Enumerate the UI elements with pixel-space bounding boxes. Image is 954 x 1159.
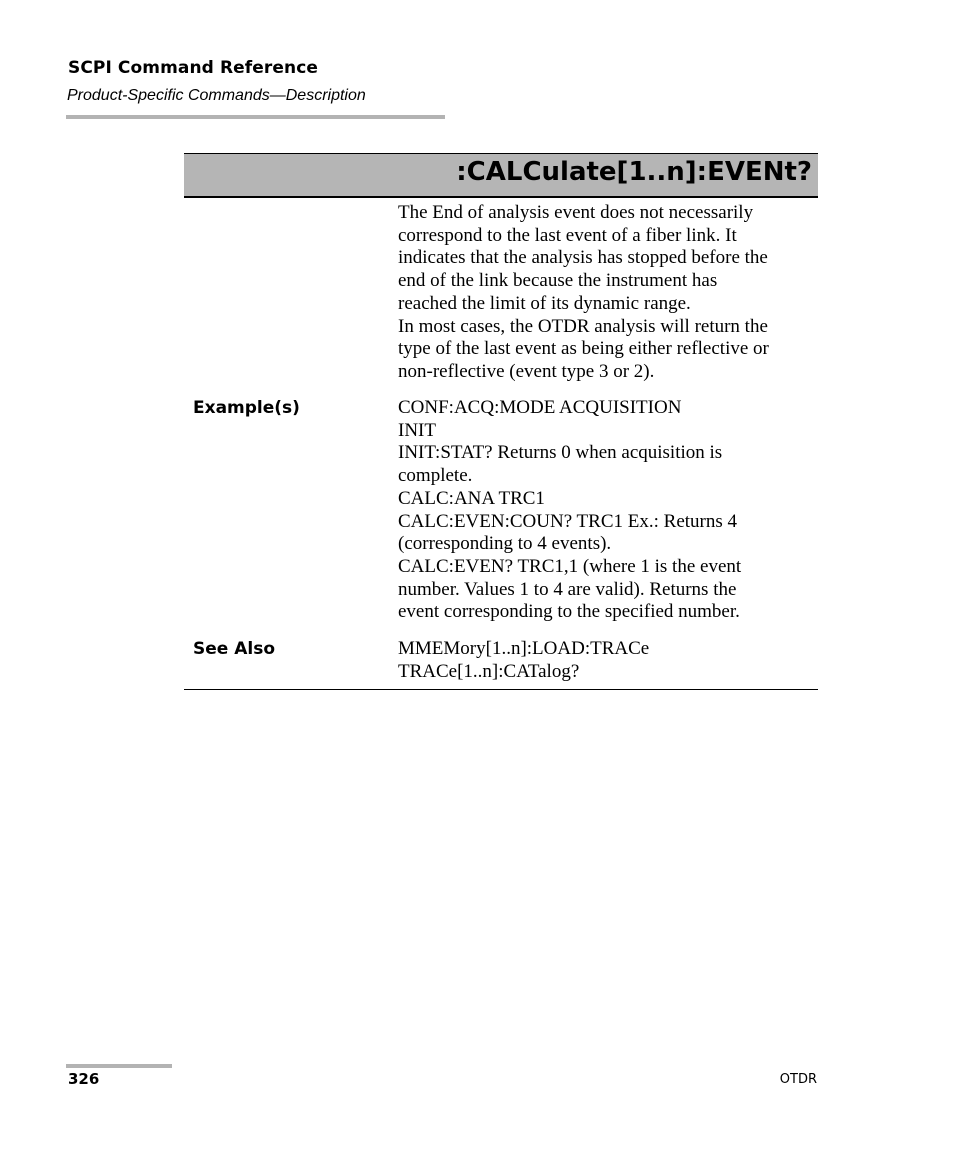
description-block: [398, 202, 818, 384]
description-line: The End of analysis event does not necessarily: [398, 202, 754, 223]
footer-product-name: OTDR: [779, 1072, 817, 1087]
description-line: type of the last event as being either reflective or: [398, 338, 769, 360]
see-also-link[interactable]: TRACe[1..n]:CATalog?: [398, 660, 580, 682]
example-line: CONF:ACQ:MODE ACQUISITION: [398, 397, 682, 418]
command-name: :CALCulate[1..n]:EVENt?: [456, 157, 812, 187]
example-line: CALC:EVEN:COUN? TRC1 Ex.: Returns 4: [398, 510, 738, 532]
see-also-block: [398, 638, 818, 683]
example-line: INIT:STAT? Returns 0 when acquisition is: [398, 442, 723, 464]
see-also-link[interactable]: MMEMory[1..n]:LOAD:TRACe: [398, 638, 650, 659]
header-divider: [66, 115, 445, 119]
see-also-label: See Also: [193, 639, 276, 659]
description-line: end of the link because the instrument has: [398, 270, 718, 292]
description-line: non-reflective (event type 3 or 2).: [398, 360, 655, 382]
example-line: complete.: [398, 465, 473, 487]
example-line: CALC:EVEN? TRC1,1 (where 1 is the event: [398, 555, 742, 577]
table-bottom-rule: [184, 689, 818, 690]
example-line: event corresponding to the specified number.: [398, 601, 740, 623]
footer-divider: [66, 1064, 172, 1068]
command-title-bar: [184, 153, 818, 198]
page-number: 326: [68, 1070, 100, 1088]
description-line: correspond to the last event of a fiber link. It: [398, 224, 737, 246]
description-line: indicates that the analysis has stopped before the: [398, 247, 768, 269]
description-line: reached the limit of its dynamic range.: [398, 292, 691, 314]
section-title: SCPI Command Reference: [68, 58, 319, 78]
example-line: (corresponding to 4 events).: [398, 533, 612, 555]
examples-label: Example(s): [193, 398, 300, 418]
example-line: number. Values 1 to 4 are valid). Returns the: [398, 578, 737, 600]
example-line: INIT: [398, 419, 436, 441]
section-subtitle: Product-Specific Commands—Description: [67, 87, 366, 104]
examples-block: [398, 397, 818, 624]
description-line: In most cases, the OTDR analysis will return the: [398, 315, 768, 337]
example-line: CALC:ANA TRC1: [398, 487, 545, 509]
